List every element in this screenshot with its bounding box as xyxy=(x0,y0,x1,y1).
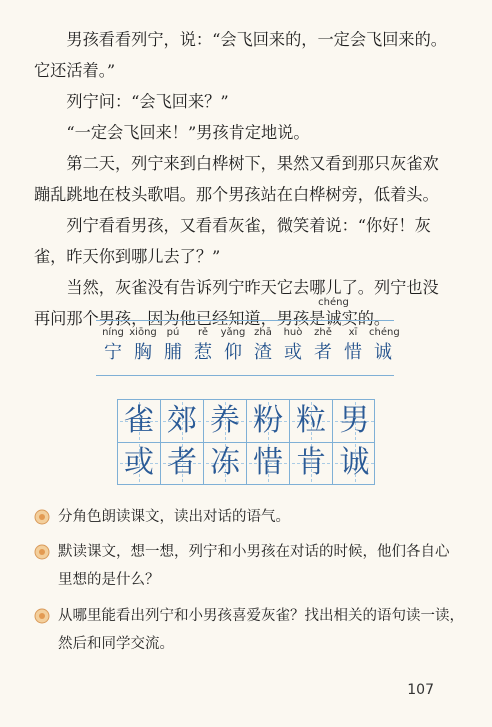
exercise-1-line-1: 分角色朗读课文，读出对话的语气。 xyxy=(58,509,290,525)
new-word xyxy=(219,326,247,366)
new-word-char: 诚 xyxy=(374,342,392,363)
exercise-1 xyxy=(34,503,474,531)
paragraph-4-line-2: 蹦乱跳地在枝头歌唱。那个男孩站在白桦树旁，低着头。 xyxy=(34,185,439,204)
ruby-base: 诚 xyxy=(325,309,342,328)
exercise-2-line-1: 默读课文，想一想，列宁和小男孩在对话的时候，他们各自心 xyxy=(58,544,450,560)
new-word-pinyin: rě xyxy=(197,327,209,338)
paragraph-6-text-after: 实的。 xyxy=(341,309,391,328)
new-word-pinyin: zhě xyxy=(314,327,332,338)
new-word xyxy=(99,326,127,366)
new-words-strip xyxy=(96,320,400,376)
grid-char: 雀 xyxy=(124,403,154,438)
new-word-pinyin: yǎng xyxy=(220,327,246,338)
grid-cell xyxy=(161,442,204,484)
grid-char: 粒 xyxy=(296,403,326,438)
grid-cell xyxy=(247,442,290,484)
paragraph-5 xyxy=(34,210,464,272)
exercise-3-line-2: 然后和同学交流。 xyxy=(58,636,174,652)
strip-bottom-rule xyxy=(96,375,394,376)
flower-bullet-icon xyxy=(34,544,50,560)
paragraph-4 xyxy=(34,148,464,210)
new-word xyxy=(279,326,307,366)
flower-bullet-icon xyxy=(34,509,50,525)
grid-cell xyxy=(247,400,290,442)
grid-char: 冻 xyxy=(210,445,240,480)
new-word-char: 者 xyxy=(314,342,332,363)
new-word-pinyin: xī xyxy=(348,327,358,338)
new-word-pinyin: xiōng xyxy=(129,327,157,338)
new-word xyxy=(129,326,157,366)
paragraph-4-line-1: 第二天，列宁来到白桦树下，果然又看到那只灰雀欢 xyxy=(66,154,439,173)
grid-cell xyxy=(118,442,161,484)
writing-grid xyxy=(117,399,375,485)
page-number: 107 xyxy=(407,682,434,698)
new-word xyxy=(339,326,367,366)
grid-char: 肯 xyxy=(296,445,326,480)
grid-cell xyxy=(333,400,376,442)
new-word xyxy=(309,326,337,366)
grid-char: 男 xyxy=(339,403,370,438)
new-word-pinyin: níng xyxy=(102,327,124,338)
grid-char: 诚 xyxy=(339,445,370,480)
grid-cell xyxy=(204,400,247,442)
new-word-pinyin: huò xyxy=(283,327,303,338)
new-word xyxy=(159,326,187,366)
new-word-char: 或 xyxy=(284,342,302,363)
grid-cell xyxy=(290,442,333,484)
grid-cell xyxy=(290,400,333,442)
strip-top-rule xyxy=(96,320,394,321)
grid-cell xyxy=(118,400,161,442)
new-word-char: 惹 xyxy=(194,342,212,363)
exercise-2 xyxy=(34,538,474,594)
grid-char: 者 xyxy=(167,445,197,480)
paragraph-3: “一定会飞回来！”男孩肯定地说。 xyxy=(66,123,310,142)
exercise-2-line-2: 里想的是什么？ xyxy=(58,572,160,588)
grid-char: 郊 xyxy=(167,403,197,438)
flower-bullet-icon xyxy=(34,608,50,624)
exercise-3-line-1: 从哪里能看出列宁和小男孩喜爱灰雀？找出相关的语句读一读， xyxy=(58,608,464,624)
grid-char: 惜 xyxy=(253,445,283,480)
paragraph-1 xyxy=(34,24,464,86)
writing-grid-row-1 xyxy=(118,400,374,443)
new-word-char: 宁 xyxy=(104,342,122,363)
paragraph-6-line-1: 当然，灰雀没有告诉列宁昨天它去哪儿了。列宁也没 xyxy=(66,278,439,297)
new-word xyxy=(189,326,217,366)
paragraph-5-line-1: 列宁看看男孩，又看看灰雀，微笑着说：“你好！灰 xyxy=(66,216,431,235)
ruby-pinyin: chéng xyxy=(318,297,349,308)
paragraph-1-line-1: 男孩看看列宁，说：“会飞回来的，一定会飞回来的。 xyxy=(66,30,447,49)
new-word xyxy=(369,326,400,366)
new-word-char: 脯 xyxy=(164,342,182,363)
new-word-char: 惜 xyxy=(344,342,362,363)
new-word-char: 胸 xyxy=(134,342,152,363)
new-word-pinyin: pú xyxy=(166,327,180,338)
paragraph-6-text-before: 再问那个男孩，因为他已经知道，男孩是 xyxy=(34,309,326,328)
paragraph-2: 列宁问：“会飞回来？” xyxy=(66,92,229,111)
grid-char: 粉 xyxy=(253,403,283,438)
grid-char: 或 xyxy=(124,445,154,480)
grid-cell xyxy=(204,442,247,484)
new-word-pinyin: zhā xyxy=(254,327,272,338)
new-word xyxy=(249,326,277,366)
grid-cell xyxy=(161,400,204,442)
new-word-char: 仰 xyxy=(224,342,242,363)
writing-grid-row-2 xyxy=(118,442,374,484)
grid-cell xyxy=(333,442,376,484)
paragraph-1-line-2: 它还活着。” xyxy=(34,61,116,80)
exercise-3 xyxy=(34,602,474,658)
new-word-pinyin: chéng xyxy=(369,327,400,338)
grid-char: 养 xyxy=(210,403,240,438)
new-word-char: 渣 xyxy=(254,342,272,363)
paragraph-5-line-2: 雀，昨天你到哪儿去了？” xyxy=(34,247,221,266)
